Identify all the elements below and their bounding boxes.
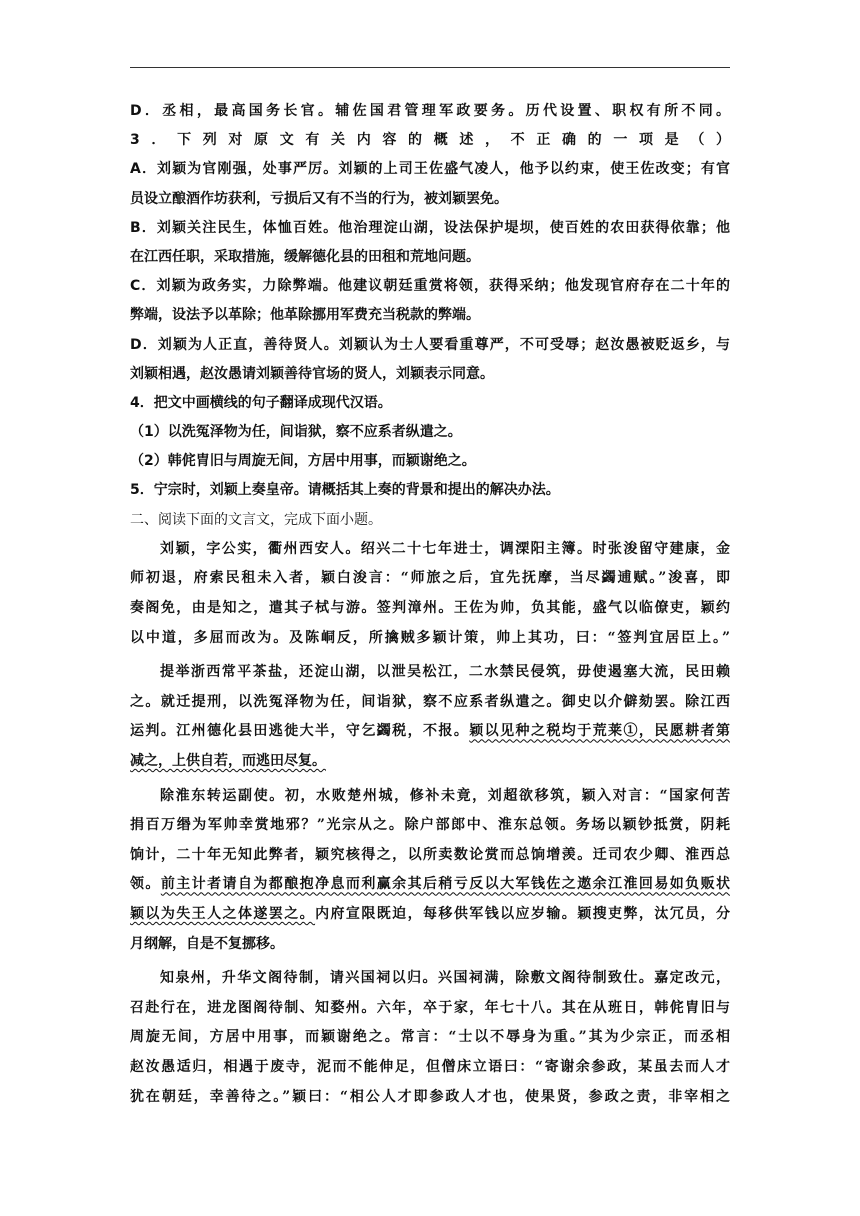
passage-p3-line1: 除淮东转运副使。初，水败楚州城，修补未竟，刘超欲移筑，颖入对言：“国家何苦 — [160, 787, 730, 804]
underlined-sentence-2b: 颖以为失王人之体遂罢之。 — [130, 905, 316, 922]
passage-p3-line5-text: 内府宣限既迫，每移供军钱以应岁输。颖搜吏弊，汰冗员，分 — [315, 905, 730, 922]
underlined-sentence-2a: 前主计者请自为都酿抱净息而利赢余其后稍亏反以大军钱佐之遨余江淮回易如负贩状 — [160, 876, 730, 893]
passage — [130, 535, 730, 1112]
passage-p4-line2: 召赴行在，进龙图阁待制、知婺州。六年，卒于家，年七十八。其在从班日，韩侂胄旧与 — [130, 999, 730, 1016]
passage-p2-line3 — [130, 717, 730, 747]
passage-p3-line4-text: 领。 — [130, 876, 161, 893]
passage-p1-line2: 师初退，府索民租未入者，颖白浚言：“师旅之后，宜先抚摩，当尽蠲逋赋。”浚喜，即 — [130, 570, 730, 587]
q3-option-a-line2: 员设立酿酒作坊获利，亏损后又有不当的行为，被刘颖罢免。 — [130, 190, 508, 207]
underlined-sentence-1a: 颖以见种之税均于荒莱①，民愿耕者第 — [469, 723, 730, 740]
passage-p3-line5 — [130, 900, 730, 930]
q3-option-c-line2: 弊端，设法予以革除；他革除挪用军费充当税款的弊端。 — [130, 307, 480, 324]
q3-option-a-line1: A．刘颖为官刚强，处事严厉。刘颖的上司王佐盛气凌人，他予以约束，使王佐改变；有官 — [130, 161, 730, 178]
passage-p2-line2: 之。就迁提刑，以洗冤泽物为任，间诣狱，察不应系者纵遣之。御史以介僻劾罢。除江西 — [130, 693, 730, 710]
document-page — [130, 97, 730, 1112]
passage-p3-line6: 月纲解，自是不复挪移。 — [130, 935, 284, 952]
passage-p1-line3: 奏阁免，由是知之，遣其子栻与游。签判漳州。王佐为帅，负其能，盛气以临僚吏，颖约 — [130, 600, 730, 616]
passage-p1-line1: 刘颖，字公实，衢州西安人。绍兴二十七年进士，调溧阳主簿。时张浚留守建康，金 — [160, 540, 730, 557]
q3-option-d-line1: D．刘颖为人正直，善待贤人。刘颖认为士人要看重尊严，不可受辱；赵汝愚被贬返乡，与 — [130, 336, 730, 353]
q2-option-d: D．丞相，最高国务长官。辅佐国君管理军政要务。历代设置、职权有所不同。 — [130, 103, 730, 119]
passage-p1-line4: 以中道，多屈而改为。及陈峒反，所擒贼多颖计策，帅上其功，曰：“签判宜居臣上。” — [130, 629, 730, 646]
q5-stem: 5．宁宗时，刘颖上奏皇帝。请概括其上奏的背景和提出的解决办法。 — [130, 482, 560, 499]
section2-heading: 二、阅读下面的文言文，完成下面小题。 — [130, 511, 382, 528]
q3-option-b-line2: 在江西任职，采取措施，缓解德化县的田租和荒地问题。 — [130, 248, 480, 265]
passage-p2-line1: 提举浙西常平茶盐，还淀山湖，以泄吴松江，二水禁民侵筑，毋使遏塞大流，民田赖 — [160, 664, 730, 681]
passage-p3-line4 — [130, 870, 730, 900]
q3-option-c-line1: C．刘颖为政务实，力除弊端。他建议朝廷重赏将领，获得采纳；他发现官府存在二十年的 — [130, 278, 730, 295]
q4-item-1: （1）以洗冤泽物为任，间诣狱，察不应系者纵遣之。 — [130, 424, 462, 441]
passage-p4-line3: 周旋无间，方居中用事，而颖谢绝之。常言：“士以不辱身为重。”其为少宗正，而丞相 — [130, 1029, 730, 1046]
passage-p3-line2: 捐百万缗为军帅幸赏地邪？”光宗从之。除户部郎中、淮东总领。务场以颖钞抵赏，阴耗 — [130, 817, 730, 834]
q3-stem: 3．下列对原文有关内容的概述，不正确的一项是（） — [130, 132, 730, 149]
header-rule — [130, 67, 730, 68]
passage-p4-line4: 赵汝愚适归，相遇于废寺，泥而不能伸足，但僧床立语曰：“寄谢余参政，某虽去而人才 — [130, 1058, 730, 1075]
passage-p2-line3-text: 运判。江州德化县田逃徙大半，守乞蠲税，不报。 — [130, 723, 470, 740]
q3-option-d-line2: 刘颖相遇，赵汝愚请刘颖善待官场的贤人，刘颖表示同意。 — [130, 365, 494, 382]
q4-item-2: （2）韩侂胄旧与周旋无间，方居中用事，而颖谢绝之。 — [130, 453, 476, 470]
passage-p2-line4 — [130, 747, 730, 777]
q3-option-b-line1: B．刘颖关注民生，体恤百姓。他治理淀山湖，设法保护堤坝，使百姓的农田获得依靠；他 — [130, 219, 730, 236]
passage-p3-line3: 饷计，二十年无知此弊者，颖究核得之，以所卖数论赏而总饷增羡。迁司农少卿、淮西总 — [130, 846, 730, 863]
passage-p4-line5: 犹在朝廷，幸善待之。”颖曰：“相公人才即参政人才也，使果贤，参政之责，非宰相之 — [130, 1088, 730, 1105]
underlined-sentence-1b: 减之，上供自若，而逃田尽复。 — [130, 752, 326, 769]
passage-p4-line1: 知泉州，升华文阁待制，请兴国祠以归。兴国祠满，除敷文阁待制致仕。嘉定改元， — [160, 970, 730, 987]
q4-stem: 4．把文中画横线的句子翻译成现代汉语。 — [130, 394, 392, 411]
